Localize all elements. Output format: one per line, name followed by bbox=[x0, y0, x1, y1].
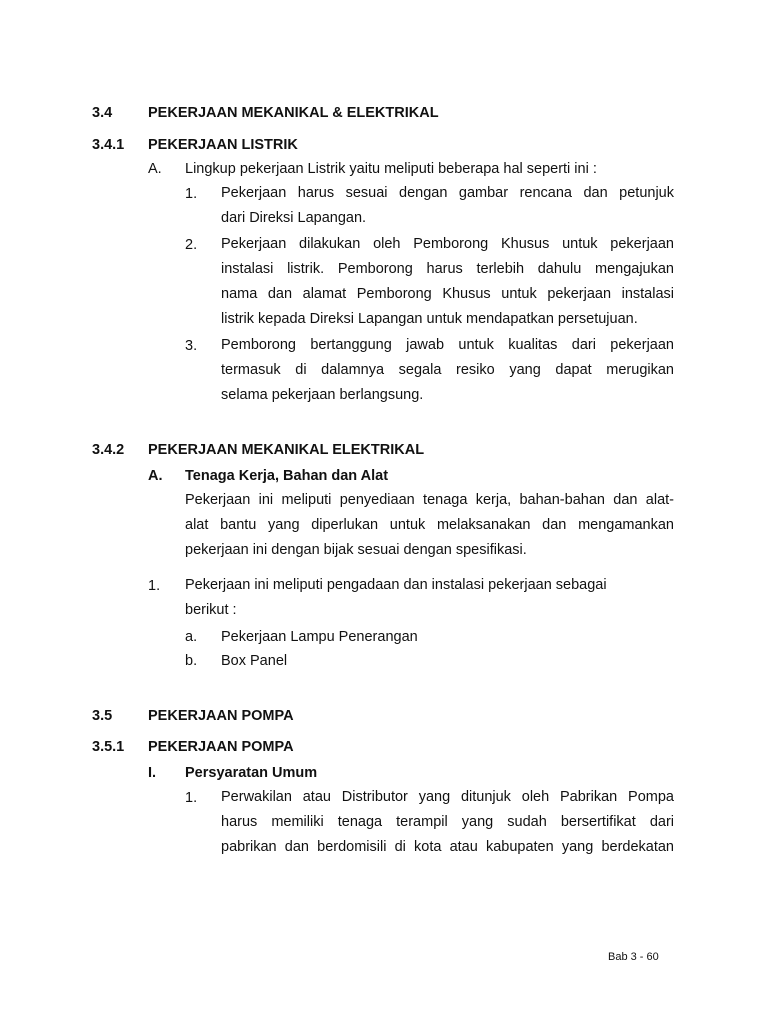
text-line: nama dan alamat Pemborong Khusus untuk pekerjaan instalasi bbox=[221, 286, 674, 302]
item-label: A. bbox=[148, 161, 162, 177]
text-line: listrik kepada Direksi Lapangan untuk mendapatkan persetujuan. bbox=[221, 311, 638, 327]
item-label: I. bbox=[148, 765, 157, 781]
subsection-heading: PEKERJAAN LISTRIK bbox=[148, 137, 298, 153]
text-line: pabrikan dan berdomisili di kota atau kabupaten yang berdekatan bbox=[221, 839, 674, 855]
list-number: 3. bbox=[185, 338, 198, 354]
section-number: 3.5 bbox=[92, 708, 113, 724]
subsection-number: 3.4.2 bbox=[92, 442, 125, 458]
text-line: Pekerjaan ini meliputi penyediaan tenaga kerja, bahan-bahan dan alat- bbox=[185, 492, 674, 508]
list-item bbox=[221, 785, 674, 860]
list-number: 1. bbox=[185, 790, 198, 806]
list-number: 1. bbox=[185, 186, 198, 202]
sublist-label: b. bbox=[185, 653, 198, 669]
text-line: instalasi listrik. Pemborong harus terlebih dahulu mengajukan bbox=[221, 261, 674, 277]
text-line: dari Direksi Lapangan. bbox=[221, 210, 367, 226]
text-line: Pekerjaan dilakukan oleh Pemborong Khusus untuk pekerjaan bbox=[221, 236, 674, 252]
text-line: Pemborong bertanggung jawab untuk kualitas dari pekerjaan bbox=[221, 337, 674, 353]
item-title: Tenaga Kerja, Bahan dan Alat bbox=[185, 468, 389, 484]
list-number: 2. bbox=[185, 237, 198, 253]
list-item bbox=[221, 181, 674, 231]
text-line: harus memiliki tenaga terampil yang sudah bersertifikat dari bbox=[221, 814, 674, 830]
subsection-heading: PEKERJAAN POMPA bbox=[148, 739, 294, 755]
sublist-label: a. bbox=[185, 629, 198, 645]
text-line: Pekerjaan harus sesuai dengan gambar rencana dan petunjuk bbox=[221, 185, 674, 201]
text-line: alat bantu yang diperlukan untuk melaksanakan dan mengamankan bbox=[185, 517, 674, 533]
sublist-text: Box Panel bbox=[221, 653, 288, 669]
text-line: Perwakilan atau Distributor yang ditunjuk oleh Pabrikan Pompa bbox=[221, 789, 674, 805]
subsection-number: 3.5.1 bbox=[92, 739, 125, 755]
list-item bbox=[221, 232, 674, 332]
item-label: A. bbox=[148, 468, 163, 484]
text-line: termasuk di dalamnya segala resiko yang dapat merugikan bbox=[221, 362, 674, 378]
item-text: Lingkup pekerjaan Listrik yaitu meliputi beberapa hal seperti ini : bbox=[185, 161, 597, 177]
paragraph bbox=[185, 488, 674, 563]
section-heading: PEKERJAAN MEKANIKAL & ELEKTRIKAL bbox=[148, 105, 439, 121]
text-line: Pekerjaan ini meliputi pengadaan dan instalasi pekerjaan sebagai bbox=[185, 577, 607, 593]
section-number: 3.4 bbox=[92, 105, 113, 121]
list-item bbox=[221, 333, 674, 408]
list-number: 1. bbox=[148, 578, 161, 594]
list-item bbox=[185, 573, 674, 623]
item-title: Persyaratan Umum bbox=[185, 765, 318, 781]
subsection-heading: PEKERJAAN MEKANIKAL ELEKTRIKAL bbox=[148, 442, 425, 458]
text-line: selama pekerjaan berlangsung. bbox=[221, 387, 424, 403]
sublist-text: Pekerjaan Lampu Penerangan bbox=[221, 629, 418, 645]
text-line: pekerjaan ini dengan bijak sesuai dengan spesifikasi. bbox=[185, 542, 527, 558]
text-line: berikut : bbox=[185, 602, 237, 618]
subsection-number: 3.4.1 bbox=[92, 137, 125, 153]
page-number: Bab 3 - 60 bbox=[608, 951, 659, 963]
section-heading: PEKERJAAN POMPA bbox=[148, 708, 294, 724]
